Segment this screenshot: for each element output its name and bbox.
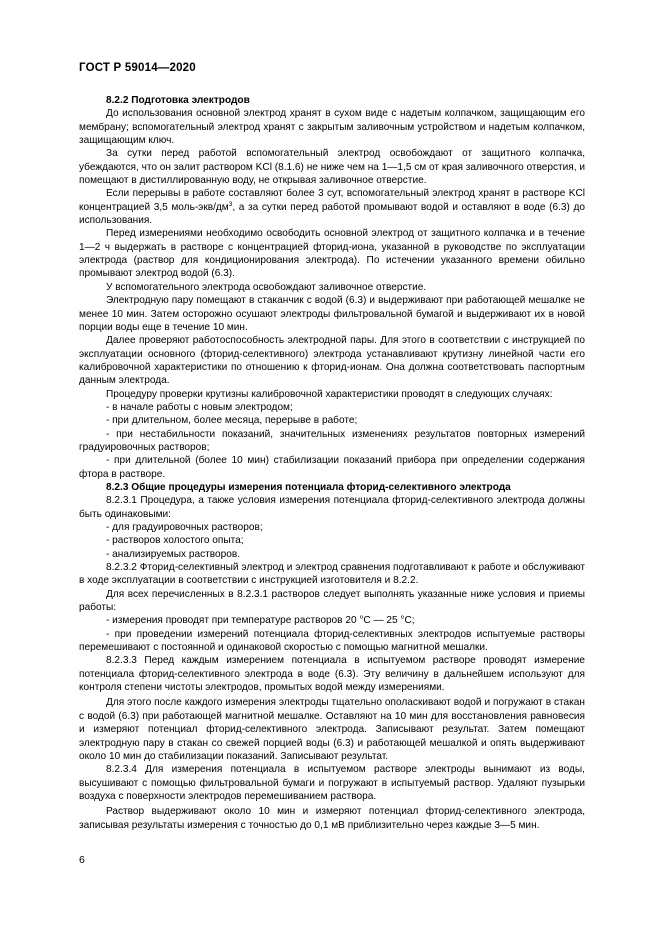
list-item: - при длительном, более месяца, перерыве в работе; (106, 415, 358, 427)
paragraph: 8.2.3.3 Перед каждым измерением потенциала в испытуемом растворе проводят измерение потенциала фторид-селективного электрода в воде (6.3). Эту величину в дальнейшем используют для контроля степени чистоты электродов, промытых водой между измерениями. (79, 655, 585, 694)
list-item: - анализируемых растворов. (106, 548, 241, 560)
paragraph: 8.2.3.2 Фторид-селективный электрод и электрод сравнения подготавливают к работе и обслуживают в ходе эксплуатации в соответствии с инструкцией изготовителя и 8.2.2. (79, 562, 585, 587)
paragraph-text: Если перерывы в работе составляют более 3 сут, вспомогательный электрод хранят в растворе KCl концентрацией 3,5 моль-экв/дм (79, 188, 585, 213)
paragraph: 8.2.3.4 Для измерения потенциала в испытуемом растворе электроды вынимают из воды, высушивают с помощью фильтровальной бумаги и погружают в испытуемый раствор. Удаляют пузырьки воздуха с поверхности электродов перемешиванием раствора. (79, 764, 585, 802)
paragraph-text-tail: , а за сутки перед работой промывают водой и оставляют в воде (6.3) до использования. (79, 201, 586, 227)
paragraph: Далее проверяют работоспособность электродной пары. Для этого в соответствии с инструкцией по эксплуатации основного (фторид-селективного) электрода устанавливают крутизну линейной части его калибровочной характеристики по отношению к фторид-ионам. Она должна соответствовать паспортным данным электрода. (79, 335, 585, 387)
paragraph: Раствор выдерживают около 10 мин и измеряют потенциал фторид-селективного электрода, записывая результаты измерения с точностью до 0,1 мВ приблизительно через каждые 3—5 мин. (79, 806, 585, 831)
list-item: - для градуировочных растворов; (106, 522, 263, 533)
paragraph: 8.2.3.1 Процедура, а также условия измерения потенциала фторид-селективного электрода должны быть одинаковыми: (79, 495, 585, 520)
paragraph: Электродную пару помещают в стаканчик с водой (6.3) и выдерживают при работающей мешалке не менее 10 мин. Затем осторожно осушают электроды фильтровальной бумагой и выдерживают их в новой порции воды еще в течение 10 мин. (79, 295, 585, 333)
list-item: - растворов холостого опыта; (106, 535, 244, 547)
document-header: ГОСТ Р 59014—2020 (79, 62, 196, 74)
document-body (79, 94, 585, 832)
paragraph: Для этого после каждого измерения электроды тщательно ополаскивают водой и погружают в стакан с водой (6.3) при работающей магнитной мешалке. Оставляют на 10 мин для восстановления равновесия и измеряют потенциал фторид-селективного электрода. Записывают результат. Затем помещают электродную пару в стакан со свежей порцией воды (6.3) и работающей мешалкой и опять выдерживают около 10 мин до стабилизации показаний. Записывают результат. (79, 697, 585, 762)
paragraph: Для всех перечисленных в 8.2.3.1 растворов следует выполнять указанные ниже условия и приемы работы: (79, 588, 585, 614)
list-item: - измерения проводят при температуре растворов 20 °С — 25 °С; (106, 615, 415, 627)
list-item: - при длительной (более 10 мин) стабилизации показаний прибора при определении содержания фтора в растворе. (79, 455, 585, 480)
list-item: - в начале работы с новым электродом; (106, 401, 293, 413)
paragraph: Процедуру проверки крутизны калибровочной характеристики проводят в следующих случаях: (106, 388, 553, 400)
paragraph-with-superscript (79, 187, 585, 227)
paragraph: Перед измерениями необходимо освободить основной электрод от защитного колпачка и в течение 1—2 ч выдержать в растворе с концентрацией фторид-иона, указанной в руководстве по эксплуатации электрода (раствор для кондиционирования электрода). По истечении указанного времени обильно промывают электрод водой (6.3). (79, 228, 585, 280)
list-item: - при проведении измерений потенциала фторид-селективных электродов испытуемые растворы перемешивают с постоянной и одинаковой скоростью с помощью магнитной мешалки. (79, 628, 585, 654)
paragraph: У вспомогательного электрода освобождают заливочное отверстие. (106, 281, 427, 293)
paragraph: За сутки перед работой вспомогательный электрод освобождают от защитного колпачка, убеждаются, что он залит раствором KCl (8.1.6) не ниже чем на 1—1,5 см от края заливочного отверстия, и помещают в дистиллированную воду, не открывая заливочное отверстие. (79, 148, 586, 187)
section-heading-8-2-2: 8.2.2 Подготовка электродов (106, 95, 250, 106)
list-item: - при нестабильности показаний, значительных изменениях результатов повторных измерений градуировочных растворов; (79, 428, 585, 453)
superscript-exponent: 3 (228, 200, 233, 208)
paragraph: До использования основной электрод хранят в сухом виде с надетым колпачком, защищающим его мембрану; вспомогательный электрод хранят с закрытым заливочным устройством и надетым колпачком, защищающим ключ. (79, 108, 585, 147)
section-heading-8-2-3: 8.2.3 Общие процедуры измерения потенциала фторид-селективного электрода (106, 481, 511, 493)
page-number: 6 (79, 854, 85, 866)
